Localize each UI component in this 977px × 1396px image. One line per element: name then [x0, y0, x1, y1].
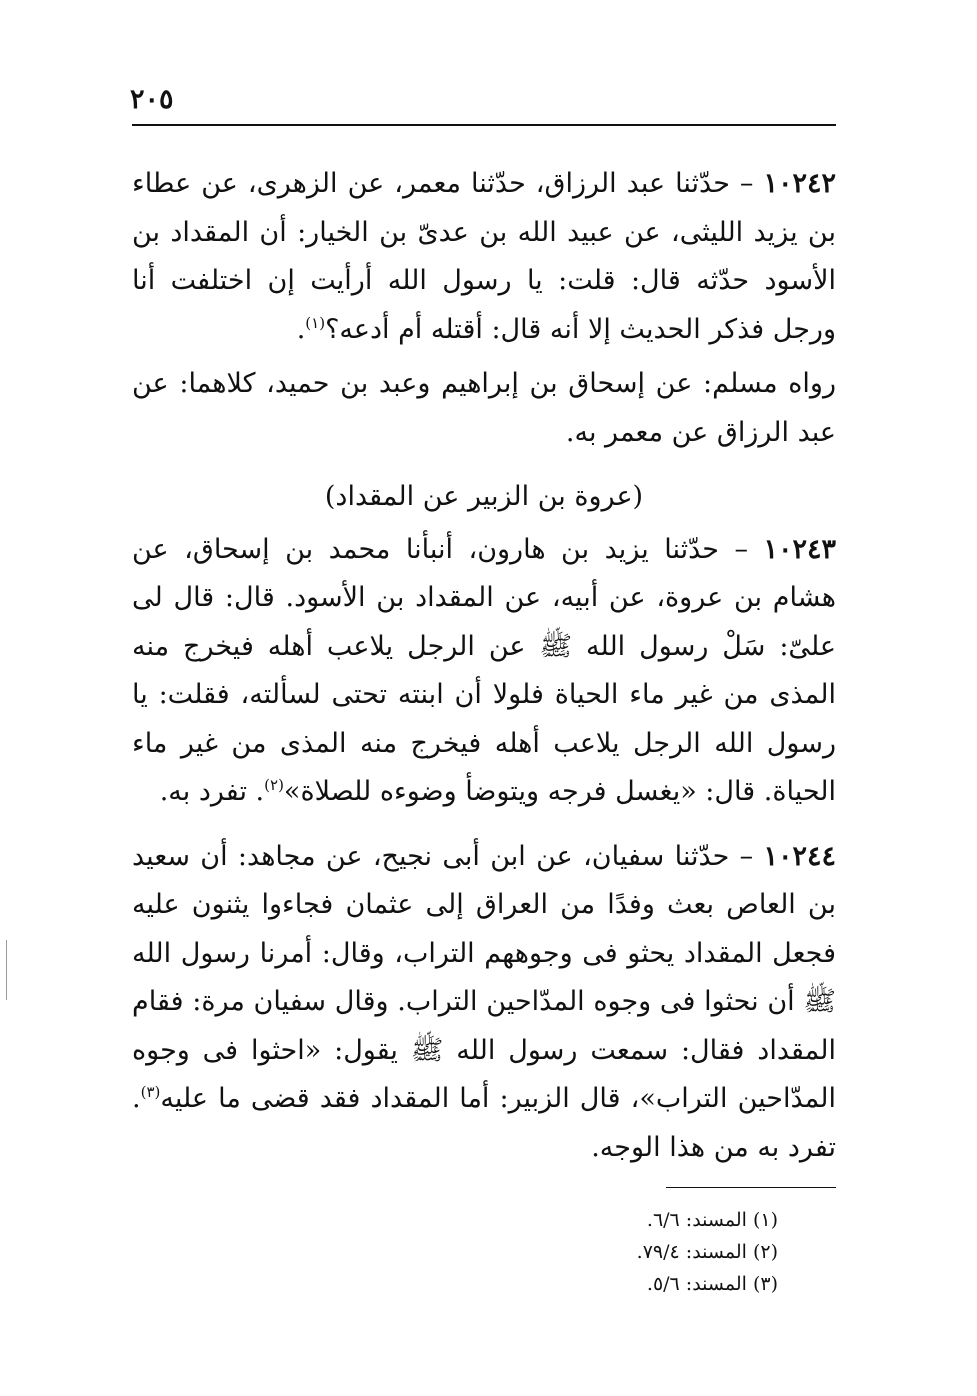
hadith-tail: .	[296, 313, 306, 345]
hadith-tail: . تفرد به من هذا الوجه.	[132, 1083, 836, 1163]
narration-text: رواه مسلم: عن إسحاق بن إبراهيم وعبد بن حميد، كلاهما: عن عبد الرزاق عن معمر به.	[132, 368, 836, 448]
page-number: ٢٠٥	[130, 84, 174, 115]
hadith-text: – حدّثنا يزيد بن هارون، أنبأنا محمد بن إسحاق، عن هشام بن عروة، عن أبيه، عن المقداد بن الأسود. قال: قال لى علىّ: سَلْ رسول الله ﷺ عن الرجل يلاعب أهله فيخرج منه المذى من غير ماء الحياة فلولا أن ابنته تحتى لسألته، فقلت: يا رسول الله الرجل يلاعب أهله فيخرج منه المذى من غير ماء الحياة. قال: «يغسل فرجه ويتوضأ وضوءه للصلاة»	[132, 533, 836, 807]
hadith-number: ١٠٢٤٣	[763, 533, 836, 565]
margin-mark	[6, 940, 7, 1000]
hadith-number: ١٠٢٤٢	[763, 168, 836, 199]
hadith-10242	[132, 160, 836, 354]
hadith-10243	[132, 526, 836, 817]
hadith-text: – حدّثنا عبد الرزاق، حدّثنا معمر، عن الزهرى، عن عطاء بن يزيد الليثى، عن عبيد الله بن عدىّ بن الخيار: أن المقداد بن الأسود حدّثه قال: قلت: يا رسول الله أرأيت إن اختلفت أنا ورجل فذكر الحديث إلا أنه قال: أقتله أم أدعه؟	[132, 168, 836, 345]
hadith-10244	[132, 833, 836, 1173]
footnote-ref: (٢)	[264, 776, 284, 794]
footnote-3: (٣) المسند: ٥/٦.	[646, 1273, 778, 1295]
hadith-number: ١٠٢٤٤	[763, 840, 836, 872]
hadith-tail: . تفرد به.	[159, 776, 265, 807]
narration-note	[132, 360, 836, 457]
footnote-rule	[666, 1187, 836, 1188]
footnotes	[560, 1204, 778, 1300]
footnote-2: (٢) المسند: ٧٩/٤.	[636, 1241, 778, 1263]
section-title: (عروة بن الزبير عن المقداد)	[324, 481, 644, 512]
hadith-text: – حدّثنا سفيان، عن ابن أبى نجيح، عن مجاهد: أن سعيد بن العاص بعث وفدًا من العراق إلى عثمان فجاءوا يثنون عليه فجعل المقداد يحثو فى وجوههم التراب، وقال: أمرنا رسول الله ﷺ أن نحثوا فى وجوه المدّاحين التراب. وقال سفيان مرة: فقام المقداد فقال: سمعت رسول الله ﷺ يقول: «احثوا فى وجوه المدّاحين التراب»، قال الزبير: أما المقداد فقد قضى ما عليه	[132, 840, 836, 1114]
header-rule	[132, 124, 836, 126]
footnote-ref: (١)	[305, 313, 326, 332]
footnote-ref: (٣)	[140, 1083, 161, 1101]
footnote-1: (١) المسند: ٦/٦.	[646, 1209, 778, 1231]
main-text	[132, 160, 836, 1178]
